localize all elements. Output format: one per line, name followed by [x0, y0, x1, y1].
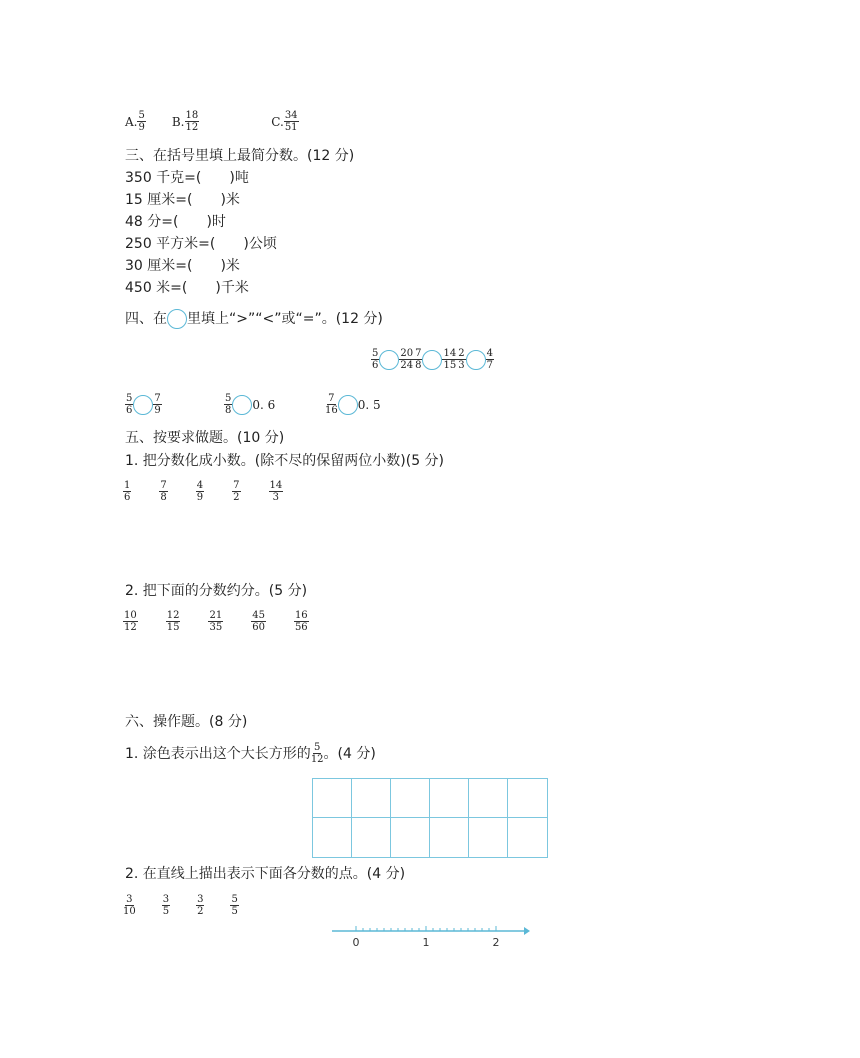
- number-line-label-0: 0: [352, 936, 360, 949]
- section4-row2-item: $\frac{5}{8}$ 0. 6: [225, 393, 276, 416]
- option-b-fraction: $\frac{18}{12}$: [185, 110, 199, 133]
- section3-item: 350 千克=( )吨: [125, 170, 249, 186]
- grid-cell[interactable]: [469, 818, 508, 857]
- option-c-fraction: $\frac{34}{51}$: [284, 110, 298, 133]
- section3-item: 450 米=( )千米: [125, 280, 249, 296]
- grid-cell[interactable]: [391, 818, 430, 857]
- section4-row1: $\frac{5}{6}$ $\frac{20}{24}$ $\frac{7}{8}$ $\frac{14}{15}$ $\frac{2}{3}$ $\frac{4}{7}$: [372, 348, 493, 371]
- answer-circle[interactable]: [232, 395, 252, 415]
- section4-row2-item: $\frac{7}{16}$ 0. 5: [325, 393, 381, 416]
- answer-circle[interactable]: [466, 350, 486, 370]
- answer-circle[interactable]: [379, 350, 399, 370]
- section3-item: 250 平方米=( )公顷: [125, 236, 277, 252]
- number-line-label-1: 1: [422, 936, 430, 949]
- grid-cell[interactable]: [352, 779, 391, 818]
- option-b-label: B.: [171, 114, 185, 129]
- section5-q1-fractions: $\frac{1}{6}$ $\frac{7}{8}$ $\frac{4}{9}$ $\frac{7}{2}$ $\frac{14}{3}$: [124, 480, 283, 503]
- section5-q1: 1. 把分数化成小数。(除不尽的保留两位小数)(5 分): [125, 453, 445, 469]
- section3-item: 48 分=( )时: [125, 214, 226, 230]
- section3-item: 30 厘米=( )米: [125, 258, 240, 274]
- grid-cell[interactable]: [352, 818, 391, 857]
- grid-cell[interactable]: [469, 779, 508, 818]
- rectangle-grid[interactable]: [312, 778, 548, 858]
- grid-cell[interactable]: [430, 779, 469, 818]
- answer-circle[interactable]: [338, 395, 358, 415]
- comparison-circle-icon: [167, 309, 187, 329]
- grid-cell[interactable]: [508, 818, 547, 857]
- option-c-label: C.: [271, 114, 284, 129]
- section3-item: 15 厘米=( )米: [125, 192, 240, 208]
- section3-heading: 三、在括号里填上最简分数。(12 分): [125, 148, 355, 164]
- section6-heading: 六、操作题。(8 分): [125, 714, 248, 730]
- section5-heading: 五、按要求做题。(10 分): [125, 430, 285, 446]
- grid-cell[interactable]: [430, 818, 469, 857]
- section4-heading: 四、在 里填上“>”“<”或“=”。(12 分): [125, 311, 383, 327]
- option-a-label: A.: [125, 114, 138, 129]
- section6-q2: 2. 在直线上描出表示下面各分数的点。(4 分): [125, 866, 406, 882]
- answer-options: [125, 110, 299, 133]
- grid-cell[interactable]: [508, 779, 547, 818]
- section6-q2-fractions: $\frac{3}{10}$ $\frac{3}{5}$ $\frac{3}{2}$ $\frac{5}{5}$: [123, 894, 238, 917]
- grid-cell[interactable]: [313, 779, 352, 818]
- grid-cell[interactable]: [391, 779, 430, 818]
- option-a-fraction: $\frac{5}{9}$: [138, 110, 145, 133]
- grid-cell[interactable]: [313, 818, 352, 857]
- section6-q1: 1. 涂色表示出这个大长方形的 $\frac{5}{12}$ 。(4 分): [125, 742, 376, 765]
- section4-row2: $\frac{5}{6}$ $\frac{7}{9}$: [126, 393, 161, 416]
- section5-q2: 2. 把下面的分数约分。(5 分): [125, 583, 308, 599]
- number-line[interactable]: [330, 924, 532, 950]
- section5-q2-fractions: $\frac{10}{12}$ $\frac{12}{15}$ $\frac{21}{35}$ $\frac{45}{60}$ $\frac{16}{56}$: [124, 610, 308, 633]
- number-line-label-2: 2: [492, 936, 500, 949]
- answer-circle[interactable]: [133, 395, 153, 415]
- answer-circle[interactable]: [422, 350, 442, 370]
